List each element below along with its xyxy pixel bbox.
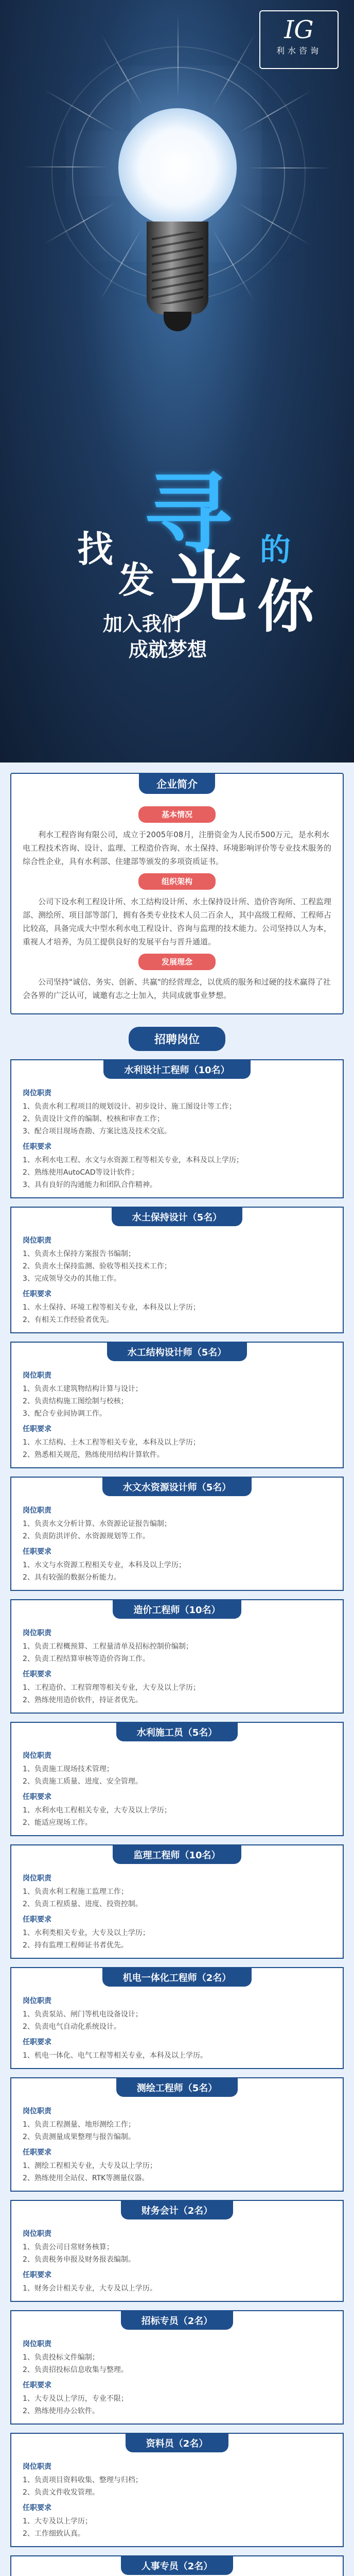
- requirement-label: 任职要求: [23, 1793, 51, 1801]
- subsection-label: 发展理念: [138, 954, 216, 970]
- duty-item: 3、配合项目现场查勘、方案比选及技术交底。: [23, 1127, 171, 1136]
- logo-mark: IG: [284, 15, 314, 44]
- requirement-label: 任职要求: [23, 2038, 51, 2046]
- bulb-tip: [164, 312, 191, 331]
- duty-item: 1、负责水利工程施工监理工作；: [23, 1888, 128, 1896]
- requirement-label: 任职要求: [23, 1548, 51, 1556]
- job-title: 监理工程师（10名）: [113, 1845, 241, 1864]
- duty-item: 2、负责设计文件的编制、校核和审查工作；: [23, 1115, 164, 1123]
- job-card: [10, 2433, 344, 2547]
- duty-item: 2、负责招投标信息收集与整理。: [23, 2366, 128, 2374]
- job-title: 资料员（2名）: [126, 2434, 229, 2452]
- requirement-label: 任职要求: [23, 1670, 51, 1679]
- duty-item: 1、负责水工建筑物结构计算与设计；: [23, 1385, 143, 1393]
- duty-item: 1、负责水土保持方案报告书编制；: [23, 1250, 135, 1258]
- duty-label: 岗位职责: [23, 1506, 51, 1515]
- duty-label: 岗位职责: [23, 1874, 51, 1883]
- slogan-subtitle-1: 加入我们: [103, 613, 182, 635]
- content: [0, 762, 354, 2576]
- duty-item: 1、负责水利工程项目的规划设计、初步设计、施工图设计等工作；: [23, 1103, 236, 1111]
- requirement-item: 1、测绘工程相关专业，大专及以上学历；: [23, 2162, 157, 2170]
- duty-item: 2、负责施工质量、进度、安全管理。: [23, 1777, 143, 1786]
- duty-label: 岗位职责: [23, 1629, 51, 1637]
- requirement-item: 2、持有监理工程师证书者优先。: [23, 1941, 128, 1950]
- job-list: [0, 1059, 354, 2576]
- job-card: [10, 1599, 344, 1714]
- job-card: [10, 1477, 344, 1591]
- requirement-item: 1、机电一体化、电气工程等相关专业，本科及以上学历。: [23, 2052, 207, 2060]
- duty-item: 2、负责税务申报及财务报表编制。: [23, 2256, 135, 2264]
- intro-paragraph: 公司坚持"诚信、务实、创新、共赢"的经营理念，以优质的服务和过硬的技术赢得了社会各界的广泛认可，诚邀有志之士加入，共同成就事业梦想。: [23, 977, 331, 1000]
- requirement-label: 任职要求: [23, 2504, 51, 2512]
- job-card: [10, 2310, 344, 2425]
- slogan-guang: 光: [170, 543, 247, 633]
- requirement-item: 2、具有较强的数据分析能力。: [23, 1573, 121, 1582]
- requirement-item: 2、熟练使用全站仪、RTK等测量仪器。: [23, 2174, 149, 2182]
- requirement-item: 1、水利类相关专业，大专及以上学历；: [23, 1929, 150, 1937]
- intro-paragraph: 公司下设水利工程设计所、水工结构设计所、水土保持设计所、造价咨询所、工程监理部、测绘所、项目部等部门，拥有各类专业技术人员二百余人，其中高级工程师、工程师占比较高，具备完成大中型水利水电工程设计、咨询与监理的技术能力。公司坚持以人为本，重视人才培养，为员工提供良好的发展平台与晋升通道。: [23, 897, 332, 946]
- duty-label: 岗位职责: [23, 2340, 51, 2348]
- requirement-label: 任职要求: [23, 2381, 51, 2389]
- requirement-item: 2、熟练使用造价软件，持证者优先。: [23, 1696, 143, 1704]
- duty-item: 2、负责防洪评价、水资源规划等工作。: [23, 1532, 150, 1540]
- duty-label: 岗位职责: [23, 1089, 51, 1097]
- job-title: 财务会计（2名）: [121, 2201, 234, 2219]
- duty-item: 1、负责泵站、闸门等机电设备设计；: [23, 2010, 143, 2019]
- requirement-label: 任职要求: [23, 1143, 51, 1151]
- slogan-zhao: 找: [77, 528, 113, 570]
- duty-item: 3、完成领导交办的其他工作。: [23, 1275, 121, 1283]
- duty-item: 2、负责测量成果整理与报告编制。: [23, 2133, 135, 2141]
- subsection-label: 组织架构: [138, 873, 216, 890]
- duty-label: 岗位职责: [23, 1371, 51, 1380]
- slogan-de: 的: [260, 532, 291, 568]
- requirement-item: 1、大专及以上学历；: [23, 2517, 92, 2526]
- job-card: [10, 1059, 344, 1198]
- section-title: 企业简介: [139, 773, 215, 794]
- job-title: 招标专员（2名）: [121, 2311, 234, 2330]
- job-title: 水工结构设计师（5名）: [107, 1343, 247, 1361]
- job-title: 机电一体化工程师（2名）: [102, 1968, 252, 1987]
- duty-label: 岗位职责: [23, 2230, 51, 2238]
- requirement-label: 任职要求: [23, 1916, 51, 1924]
- job-card: [10, 1844, 344, 1959]
- subsection-label: 基本情况: [138, 806, 216, 823]
- slogan-ni: 你: [257, 574, 314, 640]
- requirement-item: 1、水工结构、土木工程等相关专业，本科及以上学历；: [23, 1438, 200, 1447]
- requirement-item: 1、水土保持、环境工程等相关专业，本科及以上学历；: [23, 1303, 200, 1312]
- job-card: [10, 2077, 344, 2192]
- duty-item: 1、负责施工现场技术管理；: [23, 1765, 114, 1773]
- duty-item: 2、负责文件收发管理。: [23, 2488, 99, 2497]
- requirement-item: 2、熟悉相关规范，熟练使用结构计算软件。: [23, 1451, 164, 1459]
- requirement-item: 2、熟练使用AutoCAD等设计软件；: [23, 1168, 139, 1177]
- requirement-item: 1、财务会计相关专业，大专及以上学历。: [23, 2284, 157, 2293]
- duty-label: 岗位职责: [23, 1752, 51, 1760]
- duty-item: 2、负责电气自动化系统设计。: [23, 2023, 121, 2031]
- duty-item: 1、负责水文分析计算、水资源论证报告编制；: [23, 1520, 171, 1528]
- duty-item: 2、负责水土保持监测、验收等相关技术工作；: [23, 1262, 171, 1270]
- requirement-item: 2、能适应现场工作。: [23, 1819, 92, 1827]
- job-title: 人事专员（2名）: [121, 2556, 234, 2575]
- job-title: 造价工程师（10名）: [113, 1600, 241, 1619]
- duty-item: 2、负责结构施工图绘制与校核；: [23, 1397, 128, 1405]
- duty-label: 岗位职责: [23, 1236, 51, 1245]
- duty-label: 岗位职责: [23, 2463, 51, 2471]
- duty-item: 1、负责工程测量、地形测绘工作；: [23, 2121, 135, 2129]
- light-bulb-icon: [118, 108, 237, 227]
- duty-item: 1、负责投标文件编制；: [23, 2353, 99, 2362]
- requirement-label: 任职要求: [23, 1425, 51, 1433]
- requirement-item: 1、水利水电工程相关专业，大专及以上学历；: [23, 1806, 171, 1815]
- job-card: [10, 1722, 344, 1836]
- requirement-item: 2、有相关工作经验者优先。: [23, 1316, 114, 1324]
- company-intro-card: [10, 773, 344, 1014]
- job-title: 测绘工程师（5名）: [116, 2078, 238, 2097]
- slogan-xun: 寻: [144, 462, 232, 565]
- bulb-base: [147, 222, 208, 314]
- duty-item: 3、配合专业间协调工作。: [23, 1410, 107, 1418]
- duty-label: 岗位职责: [23, 2107, 51, 2115]
- hero-banner: [0, 0, 354, 762]
- slogan-subtitle-2: 成就梦想: [129, 638, 207, 661]
- requirement-label: 任职要求: [23, 2271, 51, 2279]
- positions-title: 招聘岗位: [129, 1027, 225, 1051]
- duty-item: 1、负责工程概预算、工程量清单及招标控制价编制；: [23, 1642, 193, 1651]
- duty-item: 2、负责工程结算审核等造价咨询工作。: [23, 1655, 150, 1663]
- duty-item: 1、负责公司日常财务核算；: [23, 2243, 114, 2251]
- job-title: 水土保持设计（5名）: [112, 1208, 243, 1226]
- job-title: 水利施工员（5名）: [116, 1723, 238, 1741]
- requirement-label: 任职要求: [23, 1290, 51, 1298]
- requirement-item: 2、熟练使用办公软件。: [23, 2407, 99, 2415]
- requirement-item: 1、水利水电工程、水文与水资源工程等相关专业，本科及以上学历；: [23, 1156, 243, 1164]
- duty-label: 岗位职责: [23, 1997, 51, 2005]
- job-card: [10, 1342, 344, 1468]
- requirement-label: 任职要求: [23, 2148, 51, 2157]
- intro-paragraph: 利水工程咨询有限公司，成立于2005年08月，注册资金为人民币500万元，是水利水电工程技术咨询、设计、监理、工程造价咨询、水土保持、环境影响评价等专业技术服务的综合性企业，具有水利部、住建部等颁发的多项资质证书。: [23, 830, 332, 866]
- job-title: 水文水资源设计师（5名）: [102, 1478, 252, 1496]
- job-card: [10, 2200, 344, 2302]
- requirement-item: 1、工程造价、工程管理等相关专业，大专及以上学历；: [23, 1684, 200, 1692]
- job-title: 水利设计工程师（10名）: [103, 1060, 250, 1079]
- duty-item: 2、负责工程质量、进度、投资控制。: [23, 1900, 143, 1908]
- job-card: [10, 1207, 344, 1333]
- requirement-item: 3、具有良好的沟通能力和团队合作精神。: [23, 1181, 157, 1189]
- slogan-fa: 发: [118, 559, 154, 601]
- requirement-item: 1、水文与水资源工程相关专业，本科及以上学历；: [23, 1561, 186, 1569]
- job-card: [10, 2555, 344, 2576]
- requirement-item: 1、大专及以上学历，专业不限；: [23, 2395, 128, 2403]
- job-card: [10, 1967, 344, 2069]
- duty-item: 1、负责项目资料收集、整理与归档；: [23, 2476, 143, 2484]
- brand-logo: [259, 10, 339, 69]
- requirement-item: 2、工作细致认真。: [23, 2530, 85, 2538]
- slogan: [0, 443, 354, 659]
- logo-text: 利水咨询: [276, 46, 322, 56]
